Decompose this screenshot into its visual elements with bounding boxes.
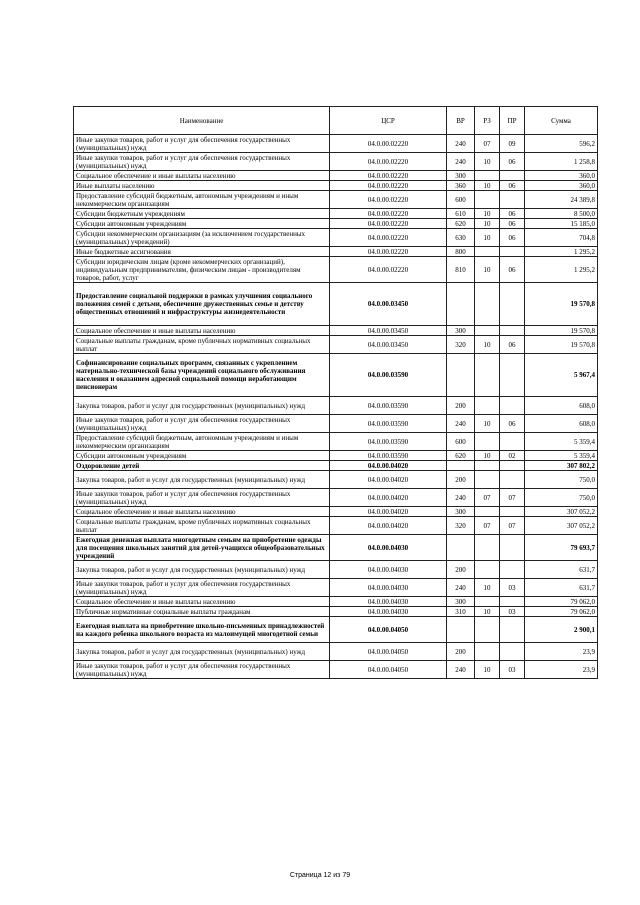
cell-sum: 608,0 bbox=[525, 415, 598, 433]
cell-name: Иные закупки товаров, работ и услуг для обеспечения государственных (муниципальных) нужд bbox=[74, 415, 330, 433]
cell-name: Иные закупки товаров, работ и услуг для обеспечения государственных (муниципальных) нужд bbox=[74, 661, 330, 679]
cell-rz bbox=[475, 597, 500, 607]
cell-sum: 307 052,2 bbox=[525, 507, 598, 517]
cell-rz bbox=[475, 397, 500, 415]
cell-csr: 04.0.00.03590 bbox=[330, 451, 447, 461]
cell-pr: 03 bbox=[500, 579, 525, 597]
cell-name: Закупка товаров, работ и услуг для государственных (муниципальных) нужд bbox=[74, 643, 330, 661]
cell-vr: 240 bbox=[447, 489, 475, 507]
budget-table bbox=[73, 106, 598, 679]
cell-sum: 360,0 bbox=[525, 181, 598, 191]
table-row bbox=[74, 617, 598, 643]
cell-name: Социальные выплаты гражданам, кроме публичных нормативных социальных выплат bbox=[74, 517, 330, 535]
table-row bbox=[74, 153, 598, 171]
cell-pr bbox=[500, 507, 525, 517]
cell-name: Иные закупки товаров, работ и услуг для обеспечения государственных (муниципальных) нужд bbox=[74, 153, 330, 171]
cell-vr: 200 bbox=[447, 471, 475, 489]
cell-pr: 03 bbox=[500, 607, 525, 617]
table-row bbox=[74, 181, 598, 191]
column-header-csr: ЦСР bbox=[330, 107, 447, 135]
cell-name: Субсидии бюджетным учреждениям bbox=[74, 209, 330, 219]
cell-pr bbox=[500, 461, 525, 471]
cell-sum: 15 185,0 bbox=[525, 219, 598, 229]
cell-pr bbox=[500, 326, 525, 336]
cell-rz bbox=[475, 507, 500, 517]
table-row bbox=[74, 415, 598, 433]
cell-pr: 06 bbox=[500, 181, 525, 191]
cell-sum: 1 295,2 bbox=[525, 247, 598, 257]
cell-vr: 300 bbox=[447, 597, 475, 607]
cell-sum: 8 500,0 bbox=[525, 209, 598, 219]
cell-pr: 09 bbox=[500, 135, 525, 153]
cell-sum: 307 052,2 bbox=[525, 517, 598, 535]
cell-vr: 600 bbox=[447, 191, 475, 209]
column-header-pr: ПР bbox=[500, 107, 525, 135]
header-row bbox=[74, 107, 598, 135]
cell-sum: 750,0 bbox=[525, 471, 598, 489]
table-row bbox=[74, 643, 598, 661]
cell-vr bbox=[447, 535, 475, 561]
cell-rz bbox=[475, 433, 500, 451]
cell-csr: 04.0.00.02220 bbox=[330, 257, 447, 283]
cell-csr: 04.0.00.02220 bbox=[330, 181, 447, 191]
cell-csr: 04.0.00.04050 bbox=[330, 661, 447, 679]
table-row bbox=[74, 517, 598, 535]
cell-csr: 04.0.00.02220 bbox=[330, 229, 447, 247]
cell-pr: 07 bbox=[500, 517, 525, 535]
cell-sum: 79 062,0 bbox=[525, 597, 598, 607]
cell-rz bbox=[475, 535, 500, 561]
cell-name: Социальное обеспечение и иные выплаты населению bbox=[74, 507, 330, 517]
cell-vr: 320 bbox=[447, 517, 475, 535]
cell-csr: 04.0.00.03590 bbox=[330, 433, 447, 451]
cell-sum: 24 389,8 bbox=[525, 191, 598, 209]
cell-pr bbox=[500, 561, 525, 579]
cell-vr: 300 bbox=[447, 171, 475, 181]
cell-sum: 750,0 bbox=[525, 489, 598, 507]
cell-sum: 79 693,7 bbox=[525, 535, 598, 561]
cell-csr: 04.0.00.02220 bbox=[330, 153, 447, 171]
cell-csr: 04.0.00.02220 bbox=[330, 191, 447, 209]
cell-vr: 800 bbox=[447, 247, 475, 257]
cell-rz bbox=[475, 283, 500, 326]
cell-name: Субсидии юридическим лицам (кроме некоммерческих организаций), индивидуальным предпринимателям, физическим лицам - производителям товаров, работ, услуг bbox=[74, 257, 330, 283]
cell-name: Закупка товаров, работ и услуг для государственных (муниципальных) нужд bbox=[74, 397, 330, 415]
cell-sum: 19 570,8 bbox=[525, 283, 598, 326]
cell-rz bbox=[475, 471, 500, 489]
cell-csr: 04.0.00.04050 bbox=[330, 643, 447, 661]
cell-sum: 704,8 bbox=[525, 229, 598, 247]
cell-rz: 10 bbox=[475, 661, 500, 679]
cell-csr: 04.0.00.04020 bbox=[330, 461, 447, 471]
cell-sum: 79 062,0 bbox=[525, 607, 598, 617]
cell-pr: 06 bbox=[500, 257, 525, 283]
table-row bbox=[74, 461, 598, 471]
cell-vr: 620 bbox=[447, 219, 475, 229]
cell-sum: 1 258,8 bbox=[525, 153, 598, 171]
cell-csr: 04.0.00.04020 bbox=[330, 517, 447, 535]
table-row bbox=[74, 171, 598, 181]
table-row bbox=[74, 257, 598, 283]
cell-vr: 300 bbox=[447, 326, 475, 336]
cell-rz bbox=[475, 461, 500, 471]
cell-vr: 200 bbox=[447, 561, 475, 579]
table-row bbox=[74, 579, 598, 597]
cell-sum: 631,7 bbox=[525, 579, 598, 597]
cell-rz bbox=[475, 354, 500, 397]
cell-vr: 360 bbox=[447, 181, 475, 191]
cell-vr bbox=[447, 461, 475, 471]
cell-vr: 240 bbox=[447, 661, 475, 679]
cell-pr bbox=[500, 643, 525, 661]
cell-rz bbox=[475, 191, 500, 209]
cell-pr bbox=[500, 617, 525, 643]
cell-csr: 04.0.00.04030 bbox=[330, 579, 447, 597]
column-header-rz: РЗ bbox=[475, 107, 500, 135]
cell-csr: 04.0.00.04030 bbox=[330, 597, 447, 607]
cell-rz: 07 bbox=[475, 517, 500, 535]
table-row bbox=[74, 451, 598, 461]
cell-name: Иные выплаты населению bbox=[74, 181, 330, 191]
column-header-name: Наименование bbox=[74, 107, 330, 135]
column-header-sum: Сумма bbox=[525, 107, 598, 135]
table-row bbox=[74, 326, 598, 336]
cell-pr bbox=[500, 283, 525, 326]
cell-name: Социальное обеспечение и иные выплаты населению bbox=[74, 326, 330, 336]
cell-name: Закупка товаров, работ и услуг для государственных (муниципальных) нужд bbox=[74, 561, 330, 579]
cell-vr: 320 bbox=[447, 336, 475, 354]
table-row bbox=[74, 135, 598, 153]
table-row bbox=[74, 535, 598, 561]
cell-pr bbox=[500, 247, 525, 257]
cell-vr: 300 bbox=[447, 507, 475, 517]
cell-sum: 5 359,4 bbox=[525, 451, 598, 461]
table-row bbox=[74, 607, 598, 617]
cell-sum: 19 570,8 bbox=[525, 336, 598, 354]
cell-name: Иные закупки товаров, работ и услуг для обеспечения государственных (муниципальных) нужд bbox=[74, 489, 330, 507]
table-row bbox=[74, 247, 598, 257]
cell-name: Публичные нормативные социальные выплаты гражданам bbox=[74, 607, 330, 617]
cell-pr bbox=[500, 597, 525, 607]
cell-sum: 23,9 bbox=[525, 643, 598, 661]
cell-pr: 06 bbox=[500, 336, 525, 354]
cell-name: Предоставление социальной поддержки в рамках улучшения социального положения семей с детьми, обеспечение дружественных семье и детству общественных отношений и инфраструктуры жизнедеятельности bbox=[74, 283, 330, 326]
cell-csr: 04.0.00.04020 bbox=[330, 489, 447, 507]
cell-name: Субсидии автономным учреждениям bbox=[74, 219, 330, 229]
table-row bbox=[74, 191, 598, 209]
cell-rz: 10 bbox=[475, 607, 500, 617]
cell-pr: 06 bbox=[500, 209, 525, 219]
cell-rz: 10 bbox=[475, 219, 500, 229]
cell-name: Иные бюджетные ассигнования bbox=[74, 247, 330, 257]
cell-rz: 10 bbox=[475, 181, 500, 191]
cell-name: Социальное обеспечение и иные выплаты населению bbox=[74, 597, 330, 607]
cell-pr bbox=[500, 354, 525, 397]
cell-vr: 630 bbox=[447, 229, 475, 247]
cell-vr: 200 bbox=[447, 643, 475, 661]
cell-rz: 10 bbox=[475, 415, 500, 433]
cell-csr: 04.0.00.04030 bbox=[330, 561, 447, 579]
cell-rz bbox=[475, 247, 500, 257]
cell-sum: 360,0 bbox=[525, 171, 598, 181]
cell-rz: 10 bbox=[475, 229, 500, 247]
cell-pr: 02 bbox=[500, 451, 525, 461]
cell-name: Софинансирование социальных программ, связанных с укреплением материально-технической базы учреждений социального обслуживания населения и оказанием адресной социальной помощи неработающим пенсионерам bbox=[74, 354, 330, 397]
cell-sum: 596,2 bbox=[525, 135, 598, 153]
table-row bbox=[74, 471, 598, 489]
cell-rz: 07 bbox=[475, 135, 500, 153]
cell-name: Оздоровление детей bbox=[74, 461, 330, 471]
cell-pr bbox=[500, 471, 525, 489]
cell-name: Иные закупки товаров, работ и услуг для обеспечения государственных (муниципальных) нужд bbox=[74, 135, 330, 153]
cell-vr: 310 bbox=[447, 607, 475, 617]
cell-csr: 04.0.00.03450 bbox=[330, 336, 447, 354]
cell-pr: 06 bbox=[500, 229, 525, 247]
cell-pr: 06 bbox=[500, 415, 525, 433]
cell-name: Ежегодная денежная выплата многодетным семьям на приобретение одежды для посещения школьных занятий для детей-учащихся общеобразовательных учреждений bbox=[74, 535, 330, 561]
cell-pr bbox=[500, 535, 525, 561]
cell-csr: 04.0.00.02220 bbox=[330, 209, 447, 219]
cell-csr: 04.0.00.02220 bbox=[330, 247, 447, 257]
cell-pr bbox=[500, 191, 525, 209]
cell-csr: 04.0.00.02220 bbox=[330, 135, 447, 153]
cell-csr: 04.0.00.04050 bbox=[330, 617, 447, 643]
cell-rz: 10 bbox=[475, 153, 500, 171]
table-row bbox=[74, 507, 598, 517]
cell-sum: 2 900,1 bbox=[525, 617, 598, 643]
cell-sum: 1 295,2 bbox=[525, 257, 598, 283]
cell-csr: 04.0.00.04020 bbox=[330, 507, 447, 517]
cell-rz: 07 bbox=[475, 489, 500, 507]
table-body bbox=[74, 135, 598, 679]
table-row bbox=[74, 229, 598, 247]
cell-csr: 04.0.00.04020 bbox=[330, 471, 447, 489]
table-row bbox=[74, 561, 598, 579]
cell-vr: 240 bbox=[447, 153, 475, 171]
cell-sum: 307 802,2 bbox=[525, 461, 598, 471]
cell-csr: 04.0.00.03590 bbox=[330, 354, 447, 397]
cell-name: Субсидии автономным учреждениям bbox=[74, 451, 330, 461]
cell-sum: 23,9 bbox=[525, 661, 598, 679]
cell-pr: 07 bbox=[500, 489, 525, 507]
cell-vr: 240 bbox=[447, 579, 475, 597]
cell-vr: 240 bbox=[447, 135, 475, 153]
column-header-vr: ВР bbox=[447, 107, 475, 135]
cell-pr bbox=[500, 397, 525, 415]
cell-sum: 5 967,4 bbox=[525, 354, 598, 397]
cell-csr: 04.0.00.03450 bbox=[330, 283, 447, 326]
cell-vr: 620 bbox=[447, 451, 475, 461]
cell-name: Субсидии некоммерческим организациям (за исключением государственных (муниципальных) учреждений) bbox=[74, 229, 330, 247]
cell-rz: 10 bbox=[475, 336, 500, 354]
cell-csr: 04.0.00.04030 bbox=[330, 535, 447, 561]
cell-rz bbox=[475, 326, 500, 336]
cell-name: Социальные выплаты гражданам, кроме публичных нормативных социальных выплат bbox=[74, 336, 330, 354]
cell-name: Предоставление субсидий бюджетным, автономным учреждениям и иным некоммерческим организациям bbox=[74, 191, 330, 209]
cell-rz: 10 bbox=[475, 209, 500, 219]
cell-csr: 04.0.00.03450 bbox=[330, 326, 447, 336]
cell-sum: 19 570,8 bbox=[525, 326, 598, 336]
cell-name: Ежегодная выплата на приобретение школьно-письменных принадлежностей на каждого ребенка школьного возраста из малоимущей многодетной семьи bbox=[74, 617, 330, 643]
cell-csr: 04.0.00.04030 bbox=[330, 607, 447, 617]
table-row bbox=[74, 354, 598, 397]
cell-rz bbox=[475, 561, 500, 579]
cell-rz: 10 bbox=[475, 579, 500, 597]
cell-rz: 10 bbox=[475, 257, 500, 283]
cell-vr: 600 bbox=[447, 433, 475, 451]
table-row bbox=[74, 397, 598, 415]
cell-name: Предоставление субсидий бюджетным, автономным учреждениям и иным некоммерческим организациям bbox=[74, 433, 330, 451]
table-row bbox=[74, 661, 598, 679]
cell-pr: 03 bbox=[500, 661, 525, 679]
table-row bbox=[74, 219, 598, 229]
cell-csr: 04.0.00.02220 bbox=[330, 219, 447, 229]
cell-vr: 610 bbox=[447, 209, 475, 219]
cell-vr bbox=[447, 354, 475, 397]
cell-sum: 608,0 bbox=[525, 397, 598, 415]
table-row bbox=[74, 597, 598, 607]
page-number: Страница 12 из 79 bbox=[289, 872, 351, 879]
cell-rz bbox=[475, 617, 500, 643]
cell-vr: 810 bbox=[447, 257, 475, 283]
table-row bbox=[74, 489, 598, 507]
cell-name: Иные закупки товаров, работ и услуг для обеспечения государственных (муниципальных) нужд bbox=[74, 579, 330, 597]
cell-csr: 04.0.00.03590 bbox=[330, 397, 447, 415]
table-row bbox=[74, 283, 598, 326]
cell-vr bbox=[447, 283, 475, 326]
cell-sum: 5 359,4 bbox=[525, 433, 598, 451]
cell-pr bbox=[500, 171, 525, 181]
cell-name: Закупка товаров, работ и услуг для государственных (муниципальных) нужд bbox=[74, 471, 330, 489]
cell-vr: 240 bbox=[447, 415, 475, 433]
cell-vr: 200 bbox=[447, 397, 475, 415]
cell-pr bbox=[500, 433, 525, 451]
table-row bbox=[74, 209, 598, 219]
cell-rz bbox=[475, 171, 500, 181]
cell-sum: 631,7 bbox=[525, 561, 598, 579]
table-header bbox=[74, 107, 598, 135]
cell-rz bbox=[475, 643, 500, 661]
table-row bbox=[74, 336, 598, 354]
cell-name: Социальное обеспечение и иные выплаты населению bbox=[74, 171, 330, 181]
cell-rz: 10 bbox=[475, 451, 500, 461]
cell-vr bbox=[447, 617, 475, 643]
cell-csr: 04.0.00.03590 bbox=[330, 415, 447, 433]
cell-pr: 06 bbox=[500, 153, 525, 171]
cell-csr: 04.0.00.02220 bbox=[330, 171, 447, 181]
cell-pr: 06 bbox=[500, 219, 525, 229]
table-row bbox=[74, 433, 598, 451]
